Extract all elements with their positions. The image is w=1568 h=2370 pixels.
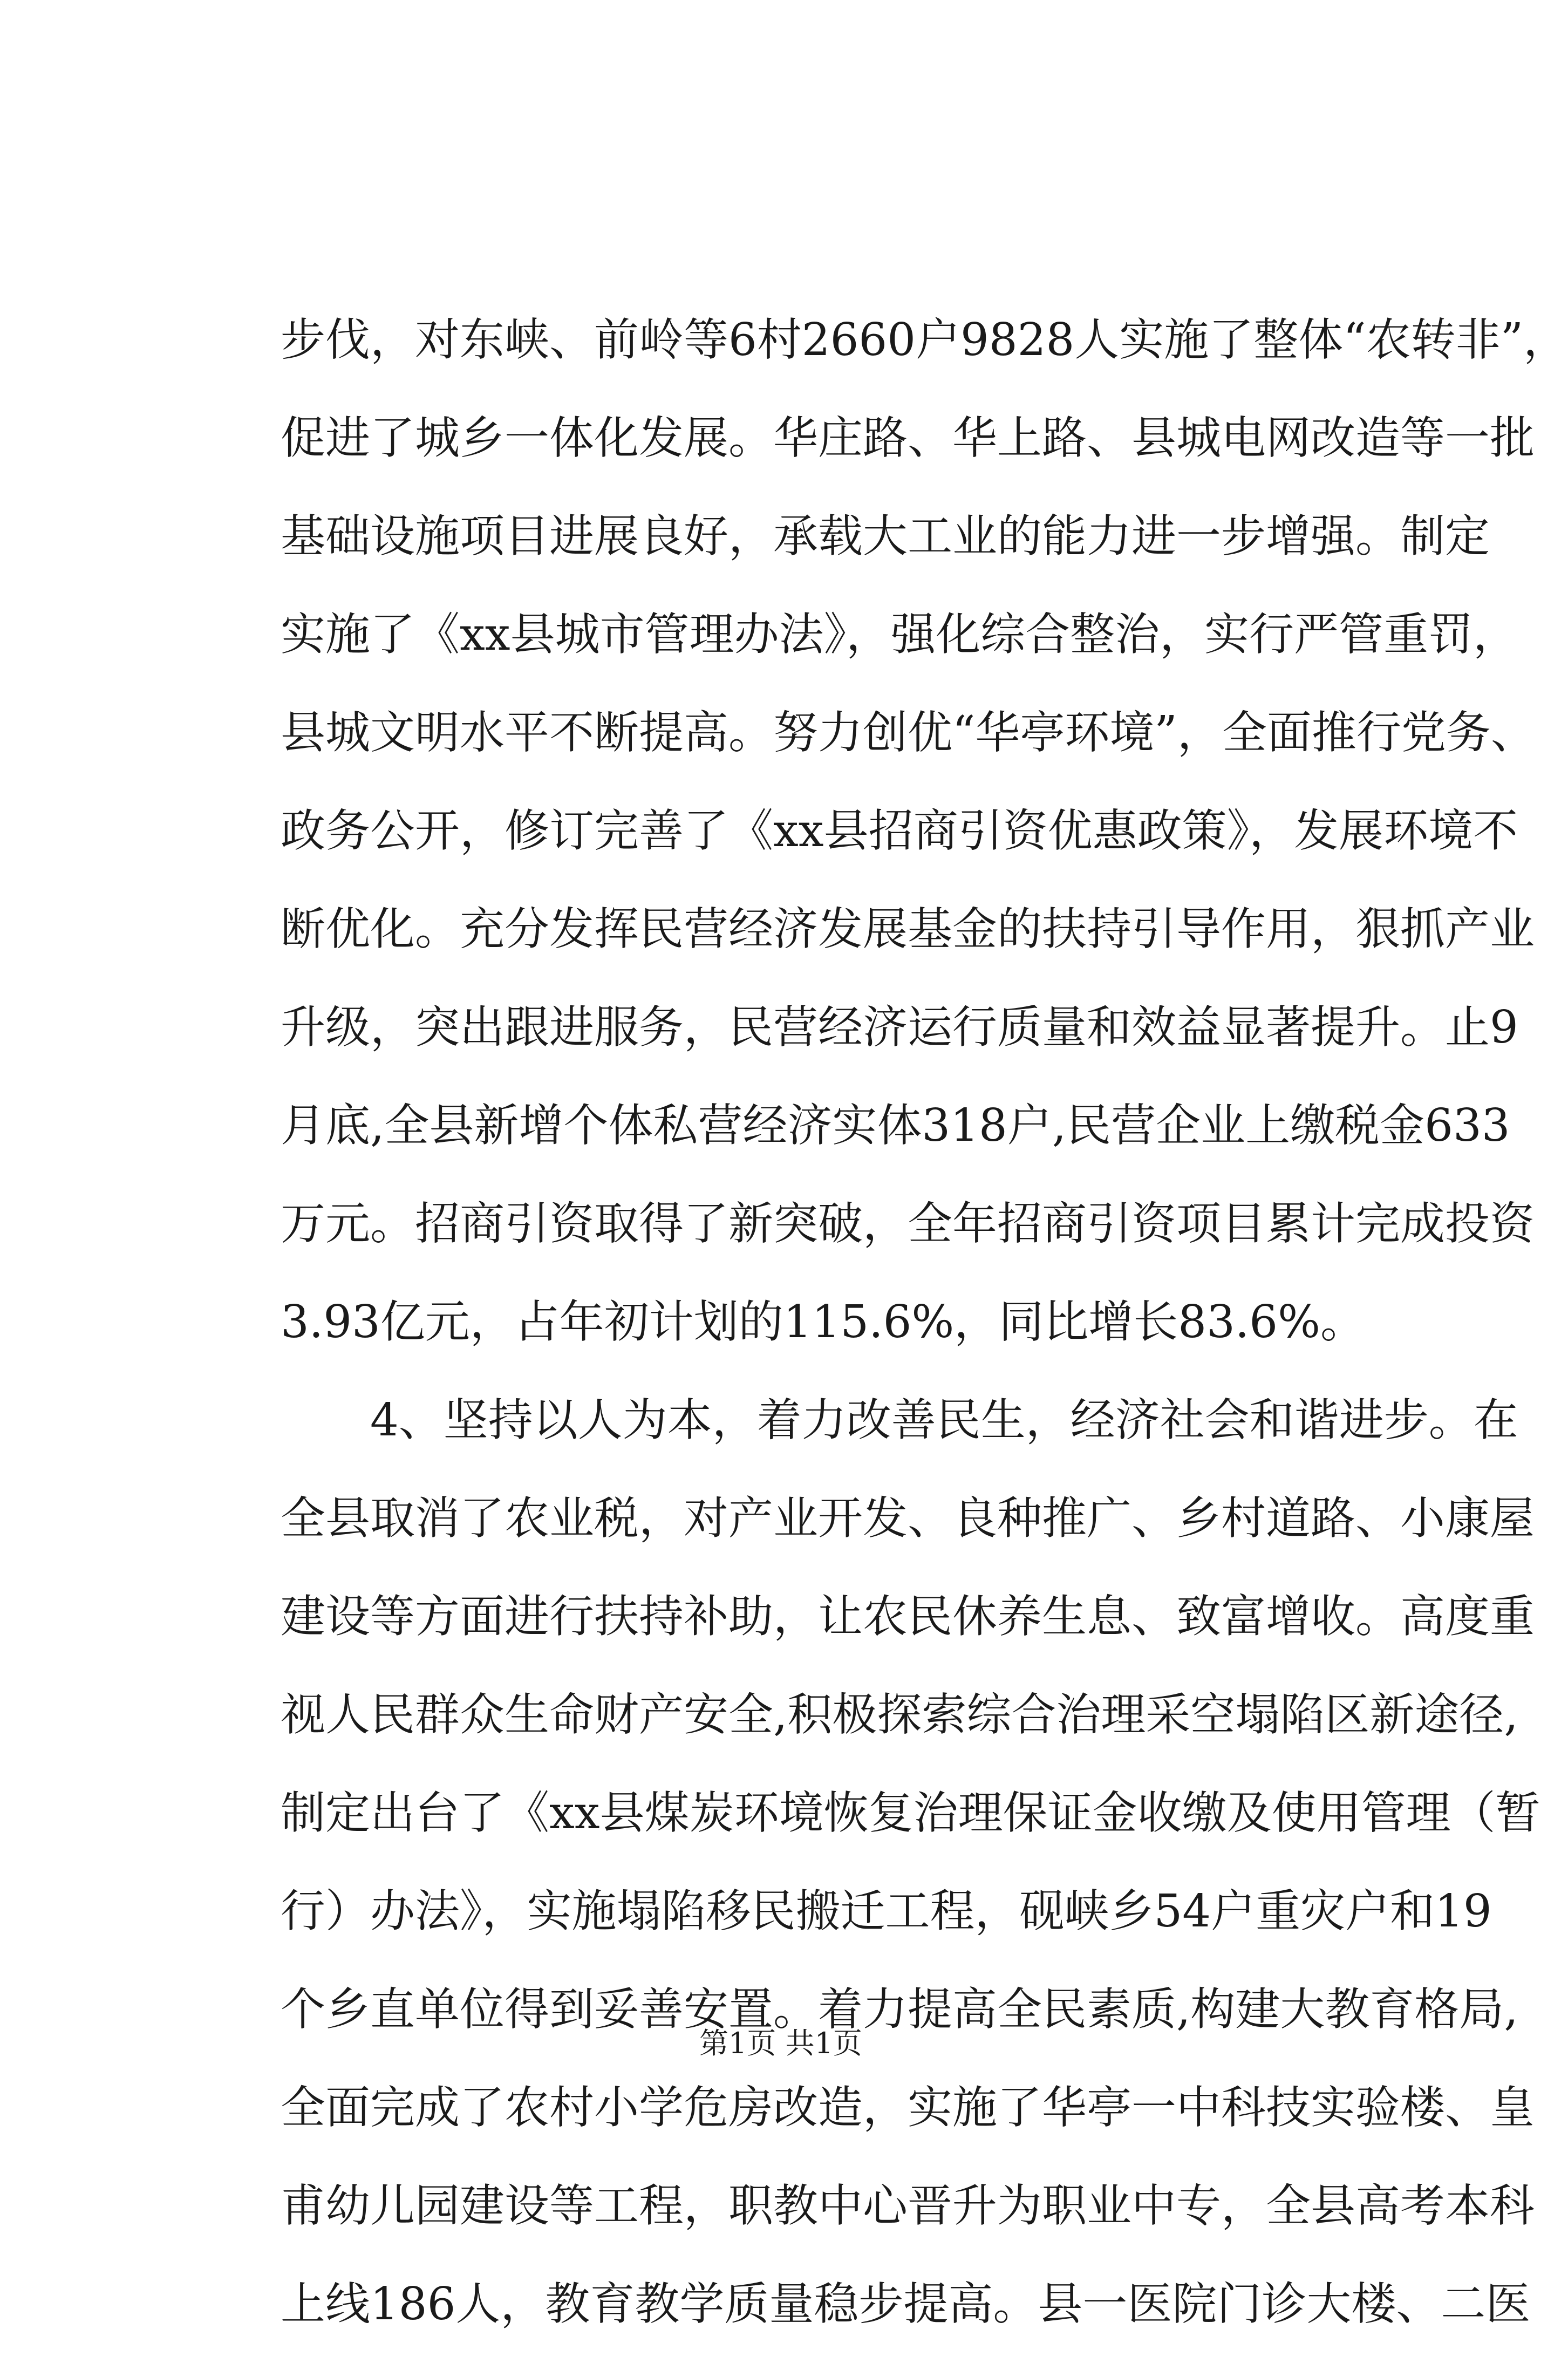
text-line: 视人民群众生命财产安全,积极探索综合治理采空塌陷区新途径, [281, 1688, 1518, 1741]
text-line: 步伐，对东峡、前岭等6村2660户9828人实施了整体“农转非”， [281, 314, 1568, 366]
text-line: 升级，突出跟进服务，民营经济运行质量和效益显著提升。止9 [281, 1001, 1518, 1053]
text-line: 甫幼儿园建设等工程，职教中心晋升为职业中专，全县高考本科 [281, 2180, 1535, 2232]
text-line: 月底,全县新增个体私营经济实体318户,民营企业上缴税金633 [281, 1099, 1510, 1152]
text-line: 基础设施项目进展良好，承载大工业的能力进一步增强。制定 [281, 510, 1490, 562]
text-line: 县城文明水平不断提高。努力创优“华亭环境”，全面推行党务、 [281, 706, 1536, 759]
text-line: 全县取消了农业税，对产业开发、良种推广、乡村道路、小康屋 [281, 1492, 1535, 1544]
text-line: 制定出台了《xx县煤炭环境恢复治理保证金收缴及使用管理（暂 [281, 1787, 1540, 1839]
text-line: 个乡直单位得到妥善安置。着力提高全民素质,构建大教育格局, [281, 1983, 1518, 2035]
text-line: 促进了城乡一体化发展。华庄路、华上路、县城电网改造等一批 [281, 412, 1535, 464]
text-line: 万元。招商引资取得了新突破，全年招商引资项目累计完成投资 [281, 1197, 1535, 1250]
text-line: 实施了《xx县城市管理办法》，强化综合整治，实行严管重罚， [281, 608, 1518, 660]
text-line: 断优化。充分发挥民营经济发展基金的扶持引导作用，狠抓产业 [281, 903, 1535, 955]
text-line: 上线186人，教育教学质量稳步提高。县一医院门诊大楼、二医 [281, 2278, 1531, 2330]
text-line: 政务公开，修订完善了《xx县招商引资优惠政策》，发展环境不 [281, 805, 1518, 857]
text-line: 全面完成了农村小学危房改造，实施了华亭一中科技实验楼、皇 [281, 2081, 1535, 2134]
page-footer: 第1页 共1页 [699, 2026, 862, 2060]
paragraph-start-line: 4、坚持以人为本，着力改善民生，经济社会和谐进步。在 [370, 1394, 1518, 1446]
text-line: 建设等方面进行扶持补助，让农民休养生息、致富增收。高度重 [281, 1590, 1535, 1643]
paragraph-end-line: 3.93亿元，占年初计划的115.6%，同比增长83.6%。 [281, 1296, 1365, 1348]
text-line: 行）办法》，实施塌陷移民搬迁工程，砚峡乡54户重灾户和19 [281, 1885, 1492, 1937]
